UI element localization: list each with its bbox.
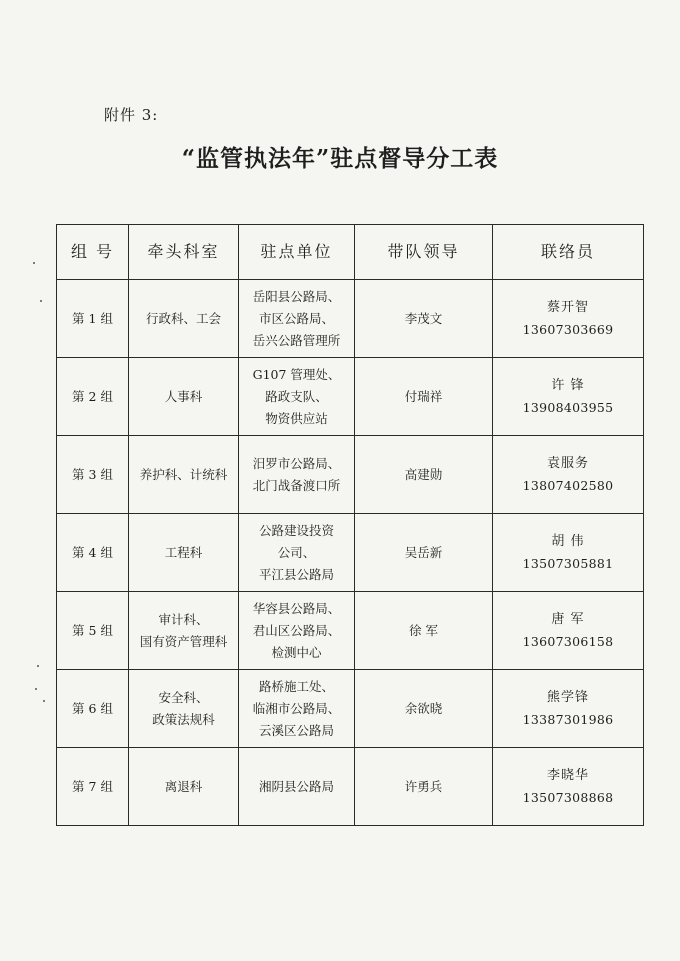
station-unit-cell bbox=[239, 280, 355, 358]
station-unit-line: 路桥施工处、 bbox=[258, 678, 334, 694]
liaison-phone: 13507305881 bbox=[522, 555, 614, 571]
table-row bbox=[57, 748, 644, 826]
station-unit-line: 岳兴公路管理所 bbox=[252, 332, 341, 348]
station-unit-line: 公司、 bbox=[277, 544, 316, 560]
station-unit-line: G107 管理处、 bbox=[252, 366, 341, 382]
station-unit-line: 华容县公路局、 bbox=[252, 600, 341, 616]
station-unit-cell bbox=[239, 436, 355, 514]
liaison-cell bbox=[493, 592, 644, 670]
group-cell: 第 3 组 bbox=[57, 436, 129, 514]
station-unit-line: 汨罗市公路局、 bbox=[252, 455, 341, 471]
lead-dept-cell bbox=[129, 280, 239, 358]
station-unit-cell bbox=[239, 514, 355, 592]
liaison-cell bbox=[493, 280, 644, 358]
station-unit-line: 公路建设投资 bbox=[258, 522, 334, 538]
lead-dept-cell bbox=[129, 670, 239, 748]
lead-dept-cell bbox=[129, 514, 239, 592]
group-cell: 第 4 组 bbox=[57, 514, 129, 592]
station-unit-cell bbox=[239, 748, 355, 826]
liaison-cell bbox=[493, 670, 644, 748]
lead-dept-line: 安全科、 bbox=[158, 689, 209, 705]
station-unit-line: 物资供应站 bbox=[265, 410, 328, 426]
team-leader-cell: 高建勋 bbox=[355, 436, 493, 514]
team-leader-cell: 余欲晓 bbox=[355, 670, 493, 748]
lead-dept-line: 人事科 bbox=[164, 388, 203, 404]
liaison-name: 许 锋 bbox=[551, 377, 585, 393]
liaison-phone: 13387301986 bbox=[522, 711, 614, 727]
station-unit-cell bbox=[239, 670, 355, 748]
lead-dept-line: 审计科、 bbox=[158, 611, 209, 627]
station-unit-line: 临湘市公路局、 bbox=[252, 700, 341, 716]
station-unit-line: 湘阴县公路局 bbox=[258, 778, 334, 794]
table-row bbox=[57, 436, 644, 514]
liaison-name: 李晓华 bbox=[546, 767, 589, 783]
lead-dept-line: 离退科 bbox=[164, 778, 203, 794]
liaison-name: 熊学锋 bbox=[546, 689, 589, 705]
lead-dept-cell bbox=[129, 436, 239, 514]
group-cell: 第 7 组 bbox=[57, 748, 129, 826]
liaison-cell bbox=[493, 514, 644, 592]
table-body bbox=[57, 280, 644, 826]
team-leader-cell: 付瑞祥 bbox=[355, 358, 493, 436]
table-row bbox=[57, 514, 644, 592]
lead-dept-line: 行政科、工会 bbox=[145, 310, 221, 326]
liaison-name: 胡 伟 bbox=[551, 533, 585, 549]
lead-dept-cell bbox=[129, 358, 239, 436]
station-unit-line: 市区公路局、 bbox=[258, 310, 334, 326]
lead-dept-line: 养护科、计统科 bbox=[139, 466, 228, 482]
liaison-name: 袁服务 bbox=[546, 455, 589, 471]
group-cell: 第 2 组 bbox=[57, 358, 129, 436]
liaison-cell bbox=[493, 358, 644, 436]
lead-dept-line: 国有资产管理科 bbox=[139, 633, 228, 649]
team-leader-cell: 徐 军 bbox=[355, 592, 493, 670]
liaison-phone: 13807402580 bbox=[522, 477, 614, 493]
liaison-cell bbox=[493, 748, 644, 826]
group-cell: 第 1 组 bbox=[57, 280, 129, 358]
station-unit-line: 岳阳县公路局、 bbox=[252, 288, 341, 304]
header-team-leader: 带队领导 bbox=[355, 225, 493, 280]
lead-dept-cell bbox=[129, 592, 239, 670]
station-unit-line: 云溪区公路局 bbox=[258, 722, 334, 738]
liaison-phone: 13607306158 bbox=[522, 633, 614, 649]
table-row bbox=[57, 670, 644, 748]
liaison-cell bbox=[493, 436, 644, 514]
group-cell: 第 5 组 bbox=[57, 592, 129, 670]
liaison-phone: 13507308868 bbox=[522, 789, 614, 805]
lead-dept-line: 政策法规科 bbox=[152, 711, 215, 727]
table-row bbox=[57, 358, 644, 436]
station-unit-line: 君山区公路局、 bbox=[252, 622, 341, 638]
attachment-label: 附件 3: bbox=[104, 106, 159, 124]
lead-dept-cell bbox=[129, 748, 239, 826]
station-unit-cell bbox=[239, 358, 355, 436]
assignment-table bbox=[56, 224, 644, 826]
table-header-row bbox=[57, 225, 644, 280]
document-title: “监管执法年”驻点督导分工表 bbox=[181, 145, 499, 172]
header-station-unit: 驻点单位 bbox=[239, 225, 355, 280]
liaison-name: 唐 军 bbox=[551, 611, 585, 627]
station-unit-line: 检测中心 bbox=[271, 644, 322, 660]
station-unit-line: 北门战备渡口所 bbox=[252, 477, 341, 493]
group-cell: 第 6 组 bbox=[57, 670, 129, 748]
team-leader-cell: 吴岳新 bbox=[355, 514, 493, 592]
liaison-name: 蔡开智 bbox=[546, 299, 589, 315]
lead-dept-line: 工程科 bbox=[164, 544, 203, 560]
header-liaison: 联络员 bbox=[493, 225, 644, 280]
header-lead-dept: 牵头科室 bbox=[129, 225, 239, 280]
table-row bbox=[57, 592, 644, 670]
station-unit-line: 平江县公路局 bbox=[258, 566, 334, 582]
station-unit-cell bbox=[239, 592, 355, 670]
station-unit-line: 路政支队、 bbox=[265, 388, 328, 404]
team-leader-cell: 李茂文 bbox=[355, 280, 493, 358]
liaison-phone: 13607303669 bbox=[522, 321, 614, 337]
table-row bbox=[57, 280, 644, 358]
team-leader-cell: 许勇兵 bbox=[355, 748, 493, 826]
header-group: 组 号 bbox=[57, 225, 129, 280]
liaison-phone: 13908403955 bbox=[522, 399, 614, 415]
